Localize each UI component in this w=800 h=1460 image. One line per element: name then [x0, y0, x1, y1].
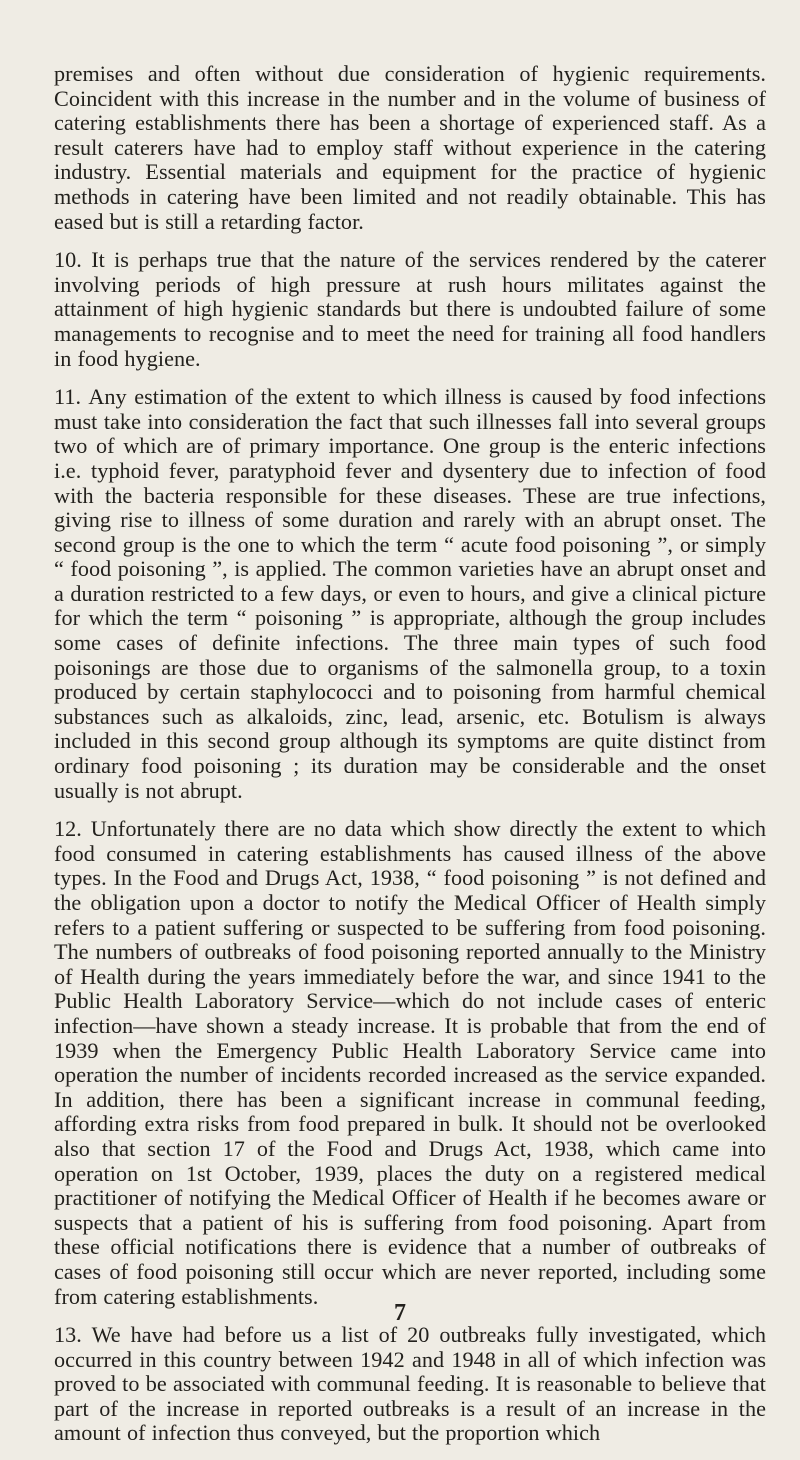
- paragraph-11: [54, 385, 766, 803]
- paragraph-12: [54, 817, 766, 1309]
- paragraph-continuation: [54, 62, 766, 234]
- paragraph-number: 13.: [54, 1322, 82, 1348]
- paragraph-number: 11.: [54, 384, 82, 410]
- paragraph-10: [54, 248, 766, 371]
- document-page: [54, 62, 766, 1460]
- paragraph-number: 12.: [54, 816, 82, 842]
- paragraph-number: 10.: [54, 247, 82, 273]
- paragraph-text: Any estimation of the extent to which illness is caused by food infections must take into consideration the fact that such illnesses fall into several groups two of which are of primary importance. One group is the enteric infections i.e. typhoid fever, paratyphoid fever and dysentery due to infection of food with the bacteria responsible for these diseases. These are true infections, giving rise to illness of some duration and rarely with an abrupt onset. The second group is the one to which the term “ acute food poisoning ”, or simply “ food poisoning ”, is applied. The common varieties have an abrupt onset and a duration restricted to a few days, or even to hours, and give a clinical picture for which the term “ poisoning ” is appropriate, although the group includes some cases of definite infections. The three main types of such food poisonings are those due to organisms of the salmonella group, to a toxin produced by certain staphylococci and to poisoning from harmful chemical substances such as alkaloids, zinc, lead, arsenic, etc. Botulism is always included in this second group although its symptoms are quite distinct from ordinary food poisoning ; its duration may be considerable and the onset usually is not abrupt.: [54, 384, 766, 803]
- paragraph-text: Unfortunately there are no data which show directly the extent to which food consumed in catering establishments has caused illness of the above types. In the Food and Drugs Act, 1938, “ food poisoning ” is not defined and the obligation upon a doctor to notify the Medical Officer of Health simply refers to a patient suffering or suspected to be suffering from food poisoning. The numbers of outbreaks of food poisoning reported annually to the Ministry of Health during the years immediately before the war, and since 1941 to the Public Health Laboratory Service—which do not include cases of enteric infection—have shown a steady increase. It is probable that from the end of 1939 when the Emergency Public Health Laboratory Service came into operation the number of incidents recorded increased as the service expanded. In addition, there has been a significant increase in communal feeding, affording extra risks from food prepared in bulk. It should not be overlooked also that section 17 of the Food and Drugs Act, 1938, which came into operation on 1st October, 1939, places the duty on a registered medical practitioner of notifying the Medical Officer of Health if he becomes aware or suspects that a patient of his is suffering from food poisoning. Apart from these official notifications there is evidence that a number of outbreaks of cases of food poisoning still occur which are never reported, including some from catering establishments.: [54, 816, 766, 1309]
- page-number: 7: [394, 1300, 406, 1326]
- paragraph-text: It is perhaps true that the nature of the services rendered by the caterer involving periods of high pressure at rush hours militates against the attainment of high hygienic standards but there is undoubted failure of some managements to recognise and to meet the need for training all food handlers in food hygiene.: [54, 247, 766, 371]
- paragraph-text: premises and often without due consideration of hygienic requirements. Coincident with this increase in the number and in the volume of business of catering establishments there has been a shortage of experienced staff. As a result caterers have had to employ staff without experience in the catering industry. Essential materials and equipment for the practice of hygienic methods in catering have been limited and not readily obtainable. This has eased but is still a retarding factor.: [54, 61, 766, 234]
- paragraph-13: [54, 1323, 766, 1446]
- paragraph-text: We have had before us a list of 20 outbreaks fully investigated, which occurred in this country between 1942 and 1948 in all of which infection was proved to be associated with communal feeding. It is reasonable to believe that part of the increase in reported outbreaks is a result of an increase in the amount of infection thus conveyed, but the proportion which: [54, 1322, 767, 1446]
